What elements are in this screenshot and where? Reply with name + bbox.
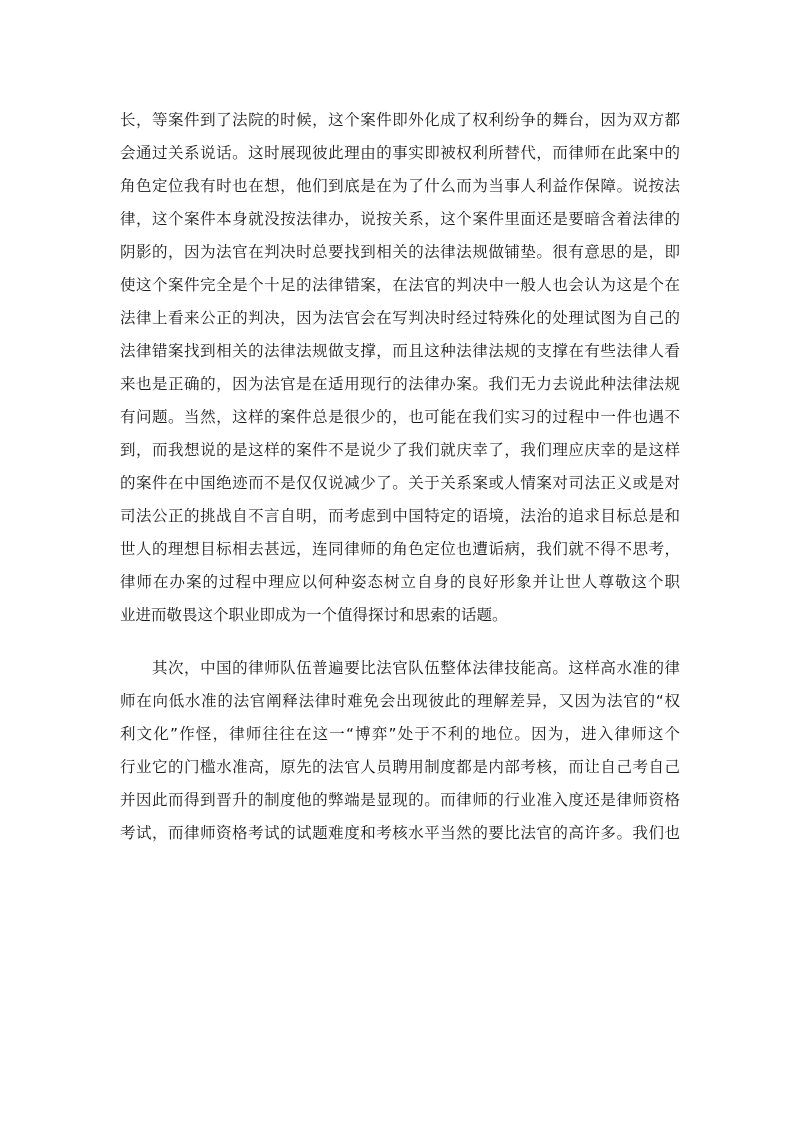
paragraph-spacer [120,632,680,652]
text-line: 师在向低水准的法官阐释法律时难免会出现彼此的理解差异，又因为法官的“权 [120,692,680,710]
text-line: 来也是正确的，因为法官是在适用现行的法律办案。我们无力去说此种法律法规 [120,375,680,393]
text-line: 司法公正的挑战自不言自明，而考虑到中国特定的语境，法治的追求目标总是和 [120,507,680,525]
text-line: 使这个案件完全是个十足的法律错案，在法官的判决中一般人也会认为这是个在 [120,276,680,294]
text-line: 利文化”作怪，律师往往在这一“博弈”处于不利的地位。因为，进入律师这个 [120,725,680,743]
text-line: 长，等案件到了法院的时候，这个案件即外化成了权利纷争的舞台，因为双方都 [120,111,680,129]
text-line: 会通过关系说话。这时展现彼此理由的事实即被权利所替代，而律师在此案中的 [120,144,680,162]
text-line: 并因此而得到晋升的制度他的弊端是显现的。而律师的行业准入度还是律师资格 [120,791,680,809]
text-line: 行业它的门槛水准高，原先的法官人员聘用制度都是内部考核，而让自己考自己 [120,758,680,776]
text-line: 考试，而律师资格考试的试题难度和考核水平当然的要比法官的高许多。我们也 [120,824,680,842]
paragraph-1 [120,104,680,632]
text-line: 律，这个案件本身就没按法律办，说按关系，这个案件里面还是要暗含着法律的 [120,210,680,228]
text-line: 法律上看来公正的判决，因为法官会在写判决时经过特殊化的处理试图为自己的 [120,309,680,327]
text-line: 到，而我想说的是这样的案件不是说少了我们就庆幸了，我们理应庆幸的是这样 [120,441,680,459]
text-line: 法律错案找到相关的法律法规做支撑，而且这种法律法规的支撑在有些法律人看 [120,342,680,360]
text-line: 其次，中国的律师队伍普遍要比法官队伍整体法律技能高。这样高水准的律 [120,659,680,677]
text-line: 的案件在中国绝迹而不是仅仅说减少了。关于关系案或人情案对司法正义或是对 [120,474,680,492]
text-line: 业进而敬畏这个职业即成为一个值得探讨和思索的话题。 [120,606,508,624]
body-text [120,104,680,850]
paragraph-2 [120,652,680,850]
text-line: 有问题。当然，这样的案件总是很少的，也可能在我们实习的过程中一件也遇不 [120,408,680,426]
text-line: 角色定位我有时也在想，他们到底是在为了什么而为当事人利益作保障。说按法 [120,177,680,195]
text-line: 律师在办案的过程中理应以何种姿态树立自身的良好形象并让世人尊敬这个职 [120,573,680,591]
text-line: 阴影的，因为法官在判决时总要找到相关的法律法规做铺垫。很有意思的是，即 [120,243,680,261]
text-line: 世人的理想目标相去甚远，连同律师的角色定位也遭诟病，我们就不得不思考， [120,540,680,558]
